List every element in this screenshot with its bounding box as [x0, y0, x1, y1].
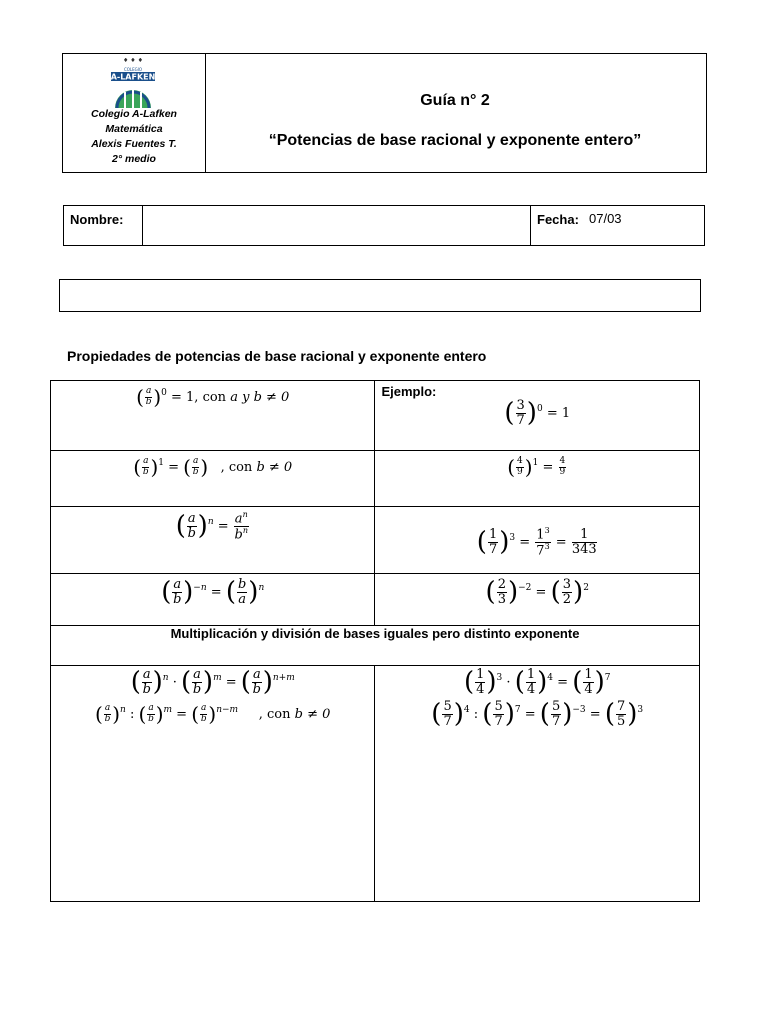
svg-text:COLEGIO: COLEGIO [123, 67, 143, 72]
rule-zero-text: = 1, con [171, 389, 227, 405]
blank-box [59, 279, 701, 312]
student-info-box [63, 205, 705, 246]
rule-divide-text: , con [258, 706, 291, 722]
name-label: Nombre: [70, 212, 124, 227]
multiplication-heading: Multiplicación y división de bases iguales pero distinto exponente [51, 626, 700, 666]
date-label: Fecha: [537, 212, 579, 227]
name-field[interactable] [144, 206, 528, 245]
cube-result: 343 [571, 541, 597, 557]
example-negative-exponent: ( $\frac{2}{3}$ ) $^{-2}$ = ( $\frac{3}{2}$ ) $^2$ [375, 574, 700, 626]
date-cell [530, 206, 707, 245]
rule-nth-exponent: ( $\frac{a}{b}$ ) $^n$ = $\frac{a^n}{b^n}$ [51, 507, 375, 574]
school-text [63, 107, 205, 167]
table-row [51, 381, 700, 451]
example-zero-result: = 1 [546, 405, 571, 421]
date-value[interactable]: 07/03 [589, 211, 622, 226]
example-nth-exponent: ( $\frac{1}{7}$ ) $^3$ = $\frac{1^3}{7^3}$ = $\frac{1}{343}$ [375, 507, 700, 574]
rule-one-text: , con [220, 459, 253, 475]
teacher-name: Alexis Fuentes T. [91, 138, 177, 150]
rule-one-var: b ≠ 0 [256, 459, 293, 475]
table-row [51, 626, 700, 666]
section-title: Propiedades de potencias de base racional y exponente entero [67, 348, 487, 364]
example-label: Ejemplo: [381, 384, 437, 399]
rule-divide-var: b ≠ 0 [294, 706, 331, 722]
school-info-cell [63, 54, 206, 172]
rule-zero-vars: a y b ≠ 0 [230, 389, 290, 405]
example-one-exponent: ( $\frac{4}{9}$ ) $^1$ = $\frac{4}{9}$ [375, 451, 700, 507]
table-row [51, 451, 700, 507]
svg-text:A-LAFKEN: A-LAFKEN [110, 72, 156, 82]
svg-text:♦ ♦ ♦: ♦ ♦ ♦ [123, 58, 143, 64]
example-zero-exponent: Ejemplo: ( $\frac{3}{7}$ ) $^0$ = 1 [375, 381, 700, 451]
rule-multiply-divide: ( $\frac{a}{b}$ ) $^n$ · ( $\frac{a}{b}$ ) $^m$ = ( $\frac{a}{b}$ ) $^{n+m}$ ( $\frac{a}{b}$ ) $^n$ : ( $\frac{a}{b}$ ) $^m$ = ( $\frac{a}{b}$ ) $^{n-m}$ , con b ≠ 0 [51, 666, 375, 902]
grade-label: 2° medio [112, 153, 156, 165]
name-label-cell [64, 206, 143, 245]
table-row [51, 507, 700, 574]
rule-zero-exponent: ( $\frac{a}{b}$ ) $^0$ = 1, con a y b ≠ 0 [51, 381, 375, 451]
guide-title: Guía n° 2 [420, 92, 490, 109]
table-row [51, 574, 700, 626]
school-name: Colegio A-Lafken [91, 108, 177, 120]
subject-name: Matemática [105, 123, 163, 135]
example-multiply-divide: ( $\frac{1}{4}$ ) $^3$ · ( $\frac{1}{4}$ ) $^4$ = ( $\frac{1}{4}$ ) $^7$ ( $\frac{5}{7}$ ) $^4$ : ( $\frac{5}{7}$ ) $^7$ = ( $\frac{5}{7}$ ) $^{-3}$ = ( $\frac{7}{5}$ ) $^3$ [375, 666, 700, 902]
school-logo [103, 58, 163, 110]
rule-one-exponent: ( $\frac{a}{b}$ ) $^1$ = ( $\frac{a}{b}$ ) , con b ≠ 0 [51, 451, 375, 507]
table-row [51, 666, 700, 902]
header-box [62, 53, 707, 173]
guide-subtitle: “Potencias de base racional y exponente entero” [268, 132, 642, 149]
properties-table [50, 380, 700, 902]
rule-negative-exponent: ( $\frac{a}{b}$ ) $^{-n}$ = ( $\frac{b}{a}$ ) $^n$ [51, 574, 375, 626]
